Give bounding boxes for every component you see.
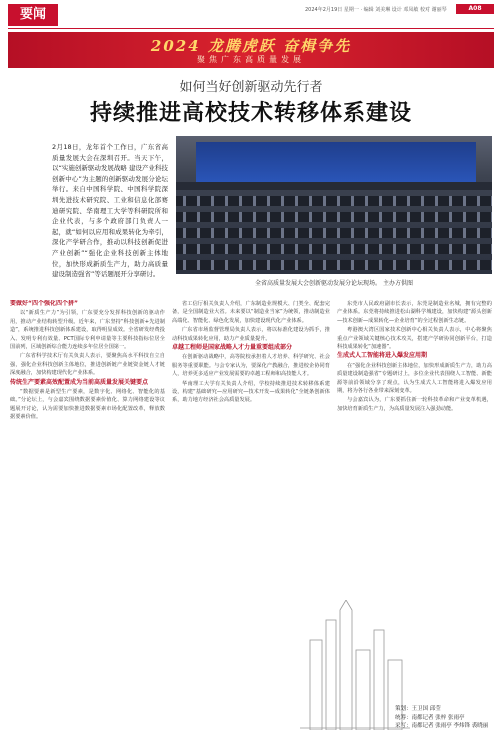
body-paragraph: 广东省市场监督管理局负责人表示，将以标准化建设为抓手，推动科技成果转化应用，助力产业质量提升。 [172,327,330,342]
date-line: 2024年2月19日 星期一 · 编辑 刘美琳 设计 邓凤敏 校对 谢丽琴 [305,7,447,13]
conference-photo [176,136,492,274]
audience-row [176,260,492,270]
credits [395,705,495,731]
photo-caption: 全省高质量发展大会创新驱动发展分论坛现场。 主办方供图 [255,280,413,287]
audience-row [176,212,492,222]
section-subhead: 要做好“四个强化四个拼” [10,300,78,307]
banner-title: 2024 龙腾虎跃 奋楫争先 [150,37,352,55]
body-paragraph: 广东省科学技术厅有关负责人表示，要聚焦高水平科技自立自强，强化企业科技创新主体地位，推进创新链产业链资金链人才链深度融合，加快构建现代化产业体系。 [10,353,165,377]
audience-row [176,228,492,238]
kicker: 如何当好创新驱动先行者 [179,80,323,95]
credit-line: 策划：王卫国 邱莹 [395,706,441,712]
section-subhead: 卓越工程师是国家战略人才力量重要组成部分 [172,344,293,352]
stage-screen [196,142,476,182]
headline: 持续推进高校技术转移体系建设 [89,101,412,126]
credit-line: 统筹：南都记者 张梓 张雨亭 [395,714,465,721]
stage [176,182,492,190]
body-paragraph: 省工信厅相关负责人介绍，广东制造业规模大、门类全、配套完备，是全国制造业大省。未来要以“制造业当家”为统领，推动制造业高端化、智能化、绿色化发展，加快建设现代化产业体系。 [172,301,330,324]
body-paragraph: 华南理工大学有关负责人介绍，学校持续推进技术转移体系建设，构建“基础研究—应用研究—技术开发—成果转化”全链条创新体系，助力地方经济社会高质量发展。 [172,380,330,404]
body-paragraph: 在“强化企业科技创新主体地位，加快形成新质生产力，助力高质量建设制造强省”专题研讨上，多位企业代表围绕人工智能、新能源等前沿领域分享了观点，认为生成式人工智能将进入爆发应用期，将为各行各业带来深刻变革。 [337,362,492,395]
section-tag: 要闻 [8,4,58,26]
lead-paragraph: 2月18日，龙年首个工作日，广东省高质量发展大会在深圳召开。当天下午，以“实施创新驱动发展战略 建设产业科技创新中心”为主题的创新驱动发展分论坛举行。来自中国科学院、中国科学院深圳先进技术研究院、工业和信息化部赛迪研究院、华南理工大学等科研院所和企业代表，与多个政府部门负责人一起，就“如何以应用和成果转化为牵引，深化产学研合作，推动以科技创新促进产业创新”“强化企业科技创新主体地位，加快形成新质生产力，助力高质量建设制造强省”等话题展开分享研讨。 [52,143,168,279]
article-column-2 [172,300,330,600]
body-paragraph: 与会嘉宾认为，广东要抓住新一轮科技革命和产业变革机遇，加快培育新质生产力，为高质量发展注入强劲动能。 [337,397,492,412]
city-skyline-illustration [300,600,410,730]
credit-line: 采写：南都记者 张雨亭 李炜锋 裘晓丽 [395,723,489,729]
article-column-1 [10,300,165,740]
audience-row [176,244,492,254]
page-number: A08 [456,4,494,14]
top-rule [8,28,494,29]
banner-subtitle: 聚焦广东高质量发展 [197,55,305,64]
body-paragraph: 以“新质生产力”为引领，广东要充分发挥科技创新的驱动作用，推动产业结构转型升级。近年来，广东坚持“科技创新+先进制造”，系统推进科技创新体系建设，取得明显成效。全省研发经费投入、发明专利有效量、PCT国际专利申请量等主要科技指标位居全国前列，区域创新综合能力连续多年位居全国第一。 [10,310,165,351]
body-paragraph: 在创新驱动战略中，高等院校承担着人才培养、科学研究、社会服务等重要职能。与会专家认为，要深化产教融合，推进校企协同育人，培养更多适应产业发展需要的卓越工程师和高技能人才。 [172,354,330,378]
body-paragraph: “数据要素是新型生产要素，是数字化、网络化、智能化的基础。”分论坛上，与会嘉宾围绕数据要素价值化、算力网络建设等议题展开讨论，认为需要加快推进数据要素市场化配置改革，释放数据要素价值。 [10,389,165,421]
body-paragraph: 东莞市人民政府副市长表示，东莞是制造业名城，拥有完整的产业体系。东莞将持续推进松山湖科学城建设，加快构建“源头创新—技术创新—成果转化—企业培育”的全过程创新生态链。 [337,301,492,324]
body-paragraph: 粤港澳大湾区国家技术创新中心相关负责人表示，中心将聚焦重点产业领域关键核心技术攻关，搭建产学研协同创新平台，打造科技成果转化“加速器”。 [337,327,492,351]
audience-row [176,196,492,206]
section-subhead: 生成式人工智能将进入爆发应用期 [337,352,428,360]
banner [8,32,494,68]
section-subhead: 传统生产要素高效配置成为当前高质量发展关键要点 [10,378,149,386]
